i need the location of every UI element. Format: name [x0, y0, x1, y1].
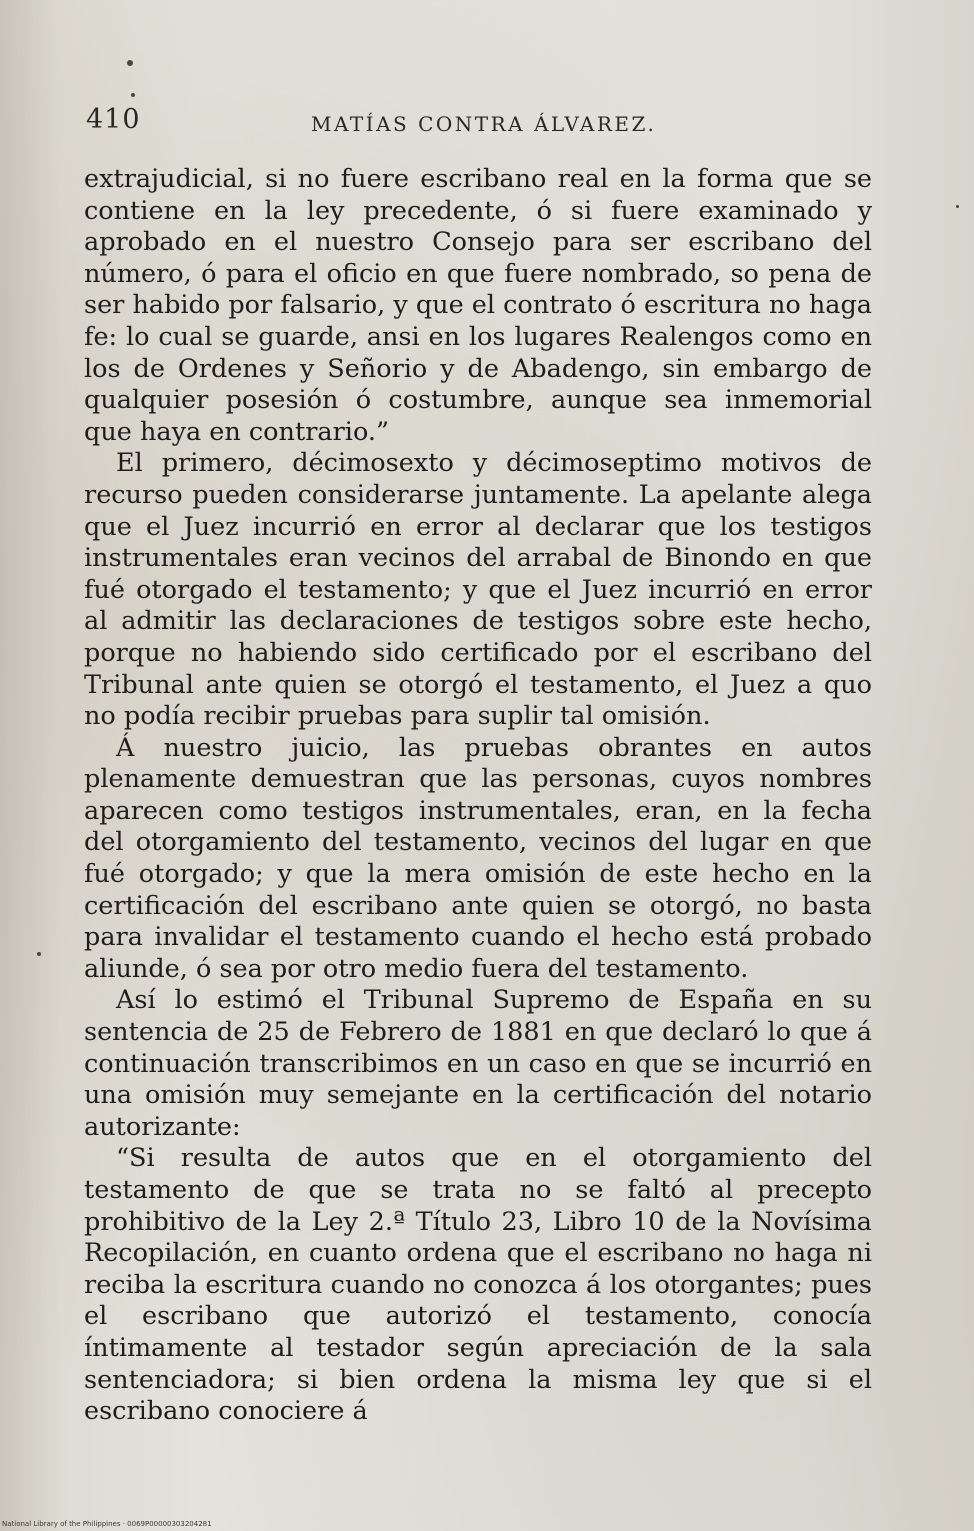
paragraph-3: Á nuestro juicio, las pruebas obrantes en autos plenamente demuestran que las personas, cuyos nombres aparecen como testigos instrumentales, eran, en la fecha del otorgamiento del testamento, vecinos del lugar en que fué otorgado; y que la mera omisión de este hecho en la certificación del escribano ante quien se otorgó, no basta para invalidar el testamento cuando el hecho está probado aliunde, ó sea por otro medio fuera del testamento.	[84, 732, 872, 984]
ink-speck	[127, 60, 133, 66]
body-text	[84, 164, 872, 1428]
paragraph-4: Así lo estimó el Tribunal Supremo de España en su sentencia de 25 de Febrero de 1881 en que declaró lo que á continuación transcribimos en un caso en que se incurrió en una omisión muy semejante en la certificación del notario autorizante:	[84, 985, 872, 1142]
page-header	[86, 104, 876, 144]
scan-credit: National Library of the Philippines · 0069P00000303204281	[2, 1520, 212, 1528]
ink-speck	[131, 93, 135, 97]
paragraph-5: “Si resulta de autos que en el otorgamiento del testamento de que se trata no se faltó al precepto prohibitivo de la Ley 2.ª Título 23, Libro 10 de la Novísima Recopilación, en cuanto ordena que el escribano no haga ni reciba la escritura cuando no conozca á los otorgantes; pues el escribano que autorizó el testamento, conocía íntimamente al testador según apreciación de la sala sentenciadora; si bien ordena la misma ley que si el escribano conociere á	[84, 1143, 872, 1427]
page-number: 410	[86, 104, 141, 135]
running-head: MATÍAS CONTRA ÁLVAREZ.	[311, 112, 657, 136]
paragraph-2: El primero, décimosexto y décimoseptimo motivos de recurso pueden considerarse juntamente. La apelante alega que el Juez incurrió en error al declarar que los testigos instrumentales eran vecinos del arrabal de Binondo en que fué otorgado el testamento; y que el Juez incurrió en error al admitir las declaraciones de testigos sobre este hecho, porque no habiendo sido certificado por el escribano del Tribunal ante quien se otorgó el testamento, el Juez a quo no podía recibir pruebas para suplir tal omisión.	[84, 448, 872, 732]
ink-speck	[37, 952, 41, 956]
paragraph-1: extrajudicial, si no fuere escribano real en la forma que se contiene en la ley precedente, ó si fuere examinado y aprobado en el nuestro Consejo para ser escribano del número, ó para el oficio en que fuere nombrado, so pena de ser habido por falsario, y que el contrato ó escritura no haga fe: lo cual se guarde, ansi en los lugares Realengos como en los de Ordenes y Señorio y de Abadengo, sin embargo de qualquier posesión ó costumbre, aunque sea inmemorial que haya en contrario.”	[84, 164, 872, 447]
ink-speck	[956, 205, 959, 208]
